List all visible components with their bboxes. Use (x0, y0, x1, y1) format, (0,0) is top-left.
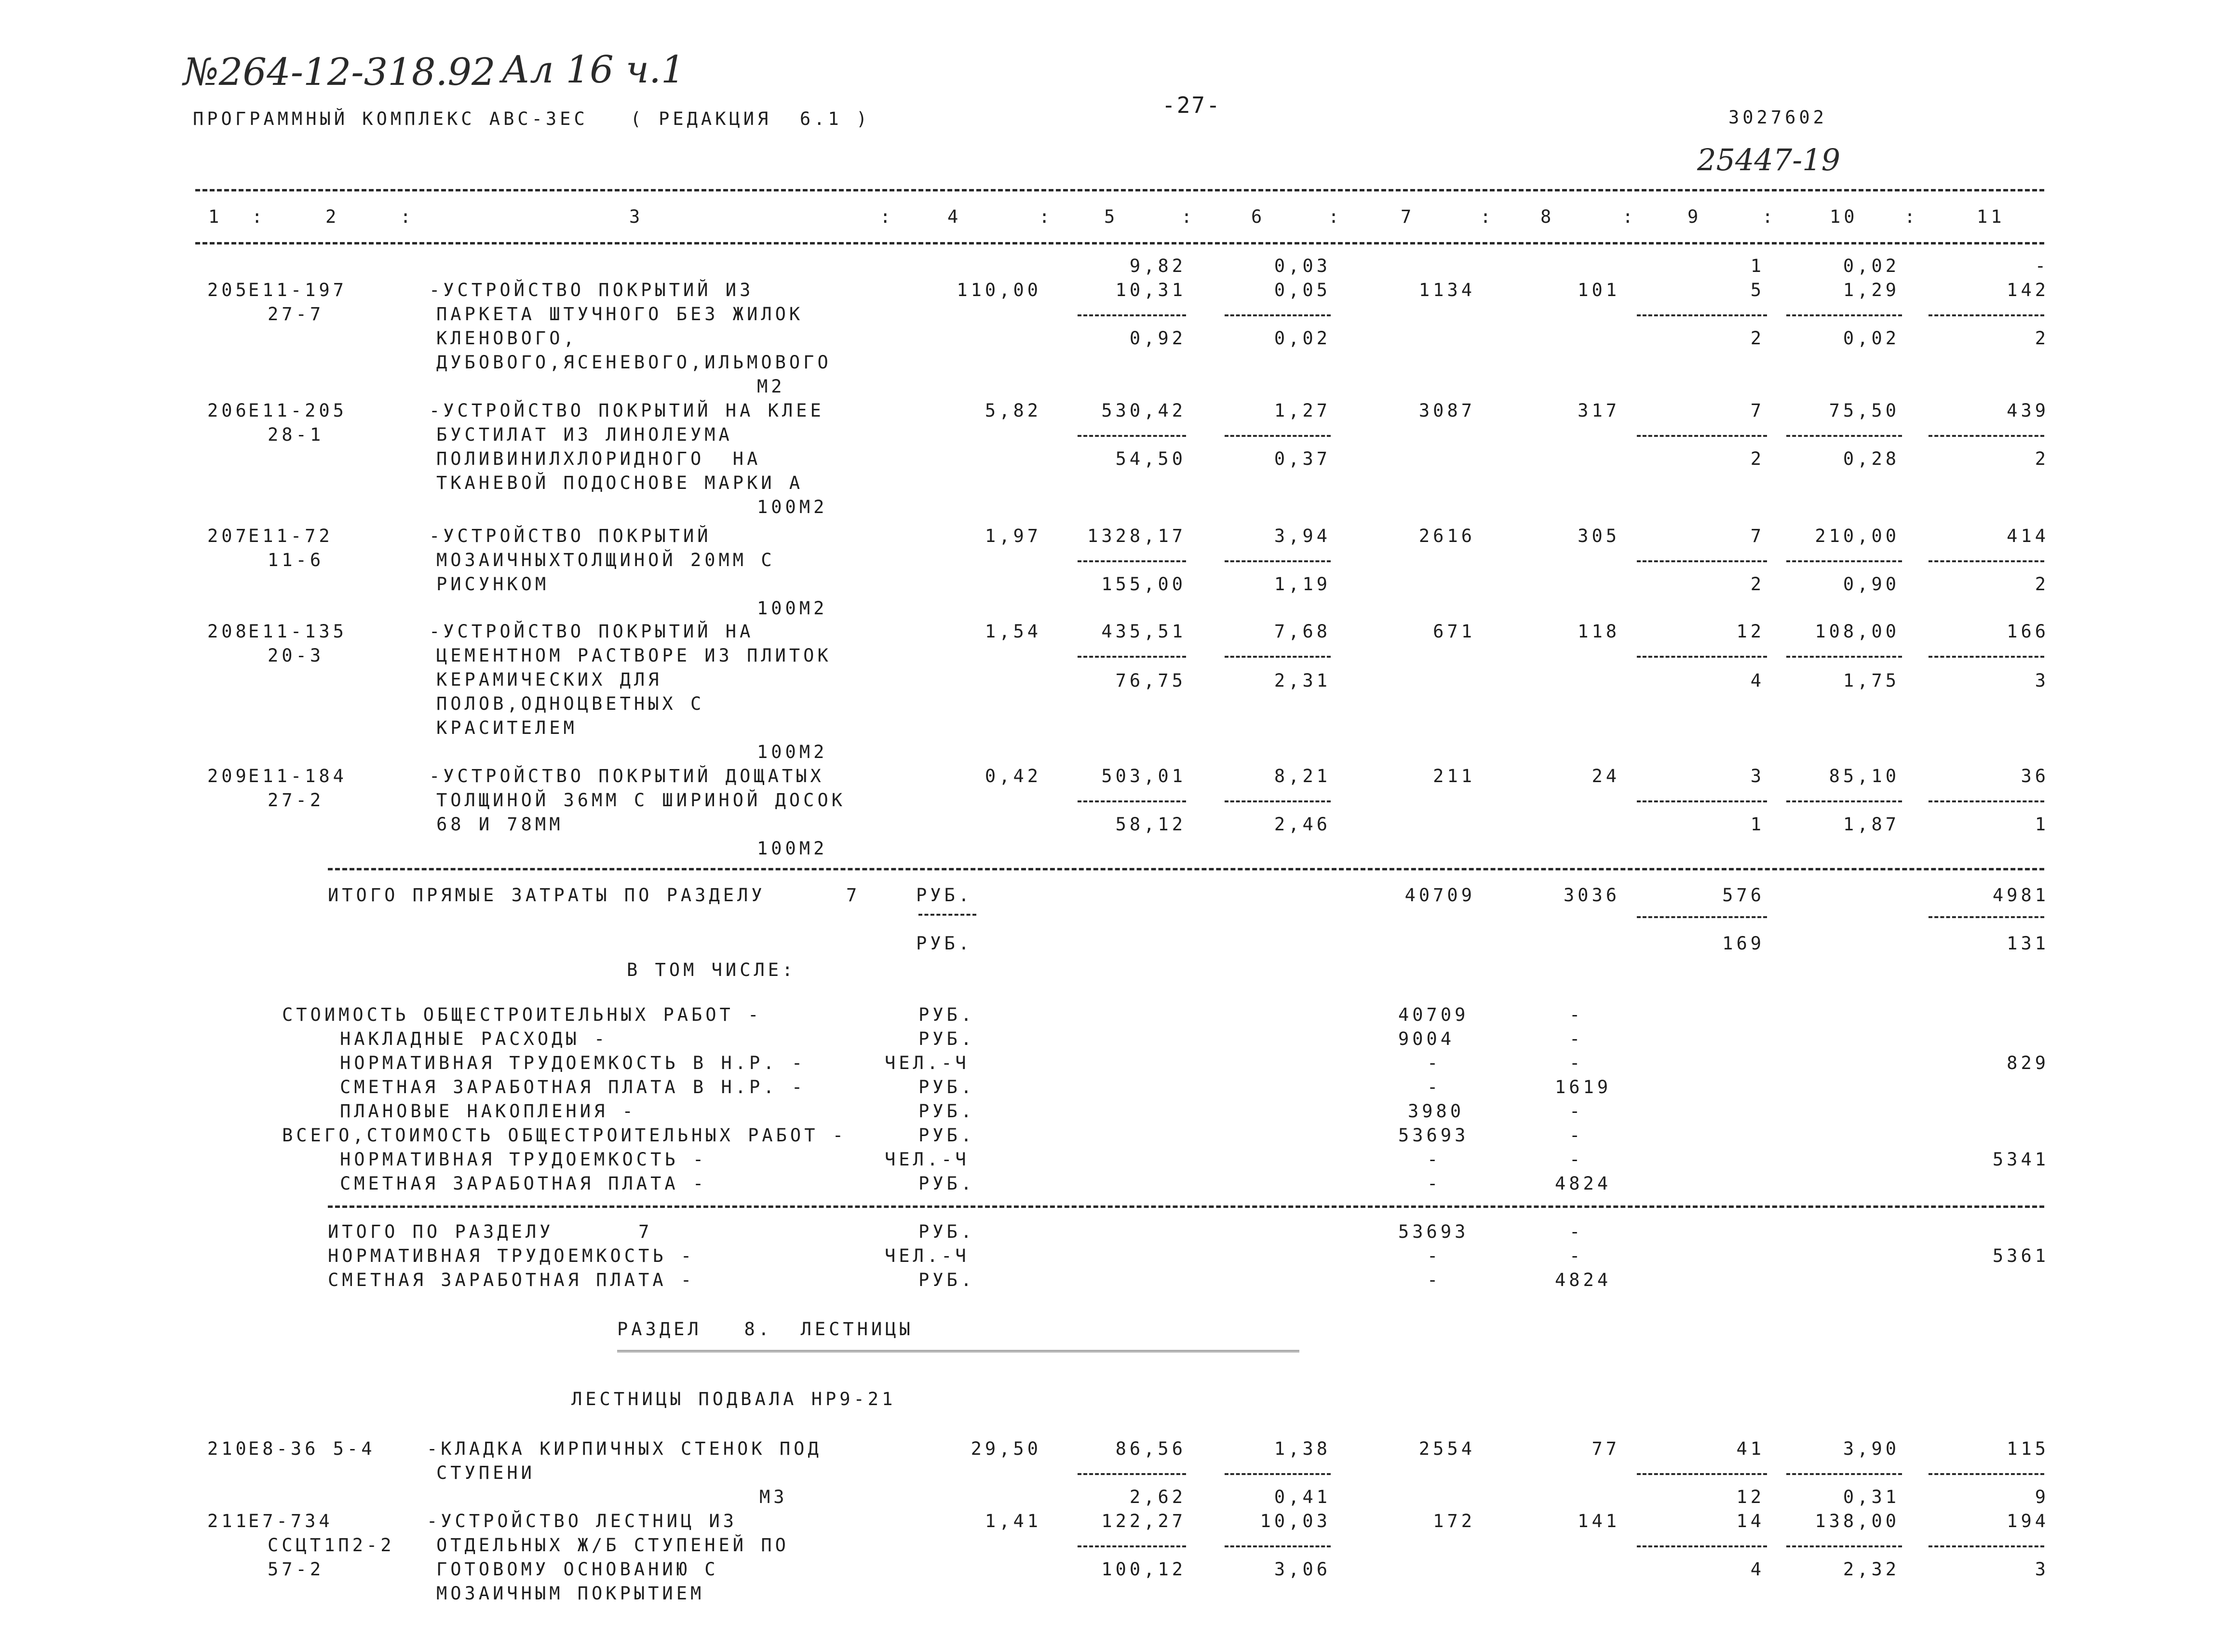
summary-c7: - (1427, 1149, 1442, 1170)
sub-rule (1225, 314, 1331, 316)
section-total-c7: 53693 (1398, 1221, 1469, 1242)
summary-c8: 4824 (1555, 1173, 1612, 1194)
row-name: -УСТРОЙСТВО ПОКРЫТИЙ НА (429, 621, 754, 642)
sub-rule (1637, 314, 1767, 316)
row-unit: М3 (759, 1487, 788, 1507)
cell-c11: 414 (2007, 526, 2049, 546)
col-header-4: 4 (947, 206, 962, 227)
cell-c9: 12 (1736, 621, 1765, 642)
row-name: МОЗАИЧНЫХТОЛЩИНОЙ 20ММ С (436, 550, 775, 570)
cell-c8: 305 (1578, 526, 1620, 546)
summary-c7: - (1427, 1053, 1442, 1073)
section-total-unit: РУБ. (918, 1270, 975, 1290)
cell-c6: 2,31 (1274, 670, 1331, 691)
cell-c5: 10,31 (1115, 280, 1186, 300)
section-total-label: ИТОГО ПО РАЗДЕЛУ 7 (328, 1221, 653, 1242)
row-name: -КЛАДКА КИРПИЧНЫХ СТЕНОК ПОД (427, 1438, 822, 1459)
row-number: 211 (207, 1511, 250, 1531)
cell-c5: 530,42 (1101, 400, 1186, 421)
section-total-c8: 4824 (1555, 1270, 1612, 1290)
cell-c11: 2 (2035, 328, 2049, 349)
section-total-label: НОРМАТИВНАЯ ТРУДОЕМКОСТЬ - (328, 1246, 695, 1266)
cell-c4: 1,41 (985, 1511, 1041, 1531)
sub-rule (1637, 656, 1767, 658)
cell-c6: 0,03 (1274, 256, 1331, 276)
cell-c11: 3 (2035, 670, 2049, 691)
sub-rule (1929, 800, 2044, 802)
cell-c9: 1 (1750, 814, 1765, 835)
summary-label: СМЕТНАЯ ЗАРАБОТНАЯ ПЛАТА В Н.Р. - (340, 1077, 806, 1097)
cell-c10: 0,02 (1843, 328, 1900, 349)
row-name: -УСТРОЙСТВО ПОКРЫТИЙ ИЗ (429, 280, 754, 300)
cell-c9: 3 (1750, 766, 1765, 786)
sub-rule (1078, 1473, 1186, 1475)
col-header-11: 11 (1977, 206, 2005, 227)
summary-c8: - (1569, 1004, 1584, 1025)
col-sep: : (1904, 206, 1919, 227)
cell-c5: 100,12 (1101, 1559, 1186, 1580)
cell-c10: 210,00 (1815, 526, 1900, 546)
sub-rule (1637, 560, 1767, 562)
cell-c5: 58,12 (1115, 814, 1186, 835)
row-name: ТОЛЩИНОЙ 36ММ С ШИРИНОЙ ДОСОК (436, 790, 846, 811)
row-code: 11-6 (268, 550, 324, 570)
section-total-c11: 5361 (1992, 1246, 2049, 1266)
col-sep: : (1480, 206, 1495, 227)
sub-rule (1637, 1545, 1767, 1547)
cell-c5: 503,01 (1101, 766, 1186, 786)
totals-c9: 576 (1722, 885, 1765, 906)
cell-c8: 24 (1592, 766, 1620, 786)
section-8-underline (617, 1350, 1299, 1352)
totals-section: 7 (846, 885, 861, 906)
cell-c4: 5,82 (985, 400, 1041, 421)
handwritten-sheet: Ал 16 ч.1 (501, 48, 685, 92)
program-title: ПРОГРАММНЫЙ КОМПЛЕКС АВС-3ЕС ( РЕДАКЦИЯ 6.1 ) (193, 108, 871, 129)
cell-c11: 36 (2021, 766, 2049, 786)
cell-c7: 172 (1433, 1511, 1475, 1531)
cell-c5: 122,27 (1101, 1511, 1186, 1531)
cell-c6: 0,05 (1274, 280, 1331, 300)
sub-rule (1786, 1473, 1902, 1475)
sub-rule (1078, 314, 1186, 316)
cell-c7: 211 (1433, 766, 1475, 786)
cell-c6: 2,46 (1274, 814, 1331, 835)
row-number: 207 (207, 526, 250, 546)
cell-c10: 1,75 (1843, 670, 1900, 691)
cell-c11: 2 (2035, 574, 2049, 595)
row-name: КРАСИТЕЛЕМ (436, 718, 578, 738)
row-name: ОТДЕЛЬНЫХ Ж/Б СТУПЕНЕЙ ПО (436, 1535, 789, 1556)
col-header-6: 6 (1251, 206, 1266, 227)
cell-c9: 2 (1750, 574, 1765, 595)
row-name: ДУБОВОГО,ЯСЕНЕВОГО,ИЛЬМОВОГО (436, 352, 832, 373)
rule-header-bottom (195, 242, 2044, 244)
summary-c11: 829 (2007, 1053, 2049, 1073)
totals-c11: 4981 (1992, 885, 2049, 906)
cell-c8: 101 (1578, 280, 1620, 300)
cell-c5: 1328,17 (1087, 526, 1186, 546)
cell-c9: 41 (1736, 1438, 1765, 1459)
col-header-7: 7 (1401, 206, 1415, 227)
cell-c11: 1 (2035, 814, 2049, 835)
row-code: Е7-734 (248, 1511, 333, 1531)
sub-rule (1078, 435, 1186, 437)
cell-c8: 141 (1578, 1511, 1620, 1531)
cell-c11: 142 (2007, 280, 2049, 300)
row-code: Е11-197 (248, 280, 347, 300)
row-unit: М2 (757, 376, 785, 397)
col-sep: : (1328, 206, 1343, 227)
cell-c11: 9 (2035, 1487, 2049, 1507)
row-code: Е11-135 (248, 621, 347, 642)
cell-c7: 2616 (1418, 526, 1475, 546)
row-number: 208 (207, 621, 250, 642)
cell-c6: 0,02 (1274, 328, 1331, 349)
col-header-10: 10 (1830, 206, 1858, 227)
row-name: ЦЕМЕНТНОМ РАСТВОРЕ ИЗ ПЛИТОК (436, 645, 832, 666)
section-total-c8: - (1569, 1246, 1584, 1266)
summary-c7: - (1427, 1173, 1442, 1194)
cell-c9: 5 (1750, 280, 1765, 300)
row-number: 210 (207, 1438, 250, 1459)
cell-c10: 0,31 (1843, 1487, 1900, 1507)
summary-label: ПЛАНОВЫЕ НАКОПЛЕНИЯ - (340, 1101, 636, 1122)
cell-c6: 1,19 (1274, 574, 1331, 595)
summary-c8: - (1569, 1029, 1584, 1049)
sub-rule (1225, 800, 1331, 802)
cell-c5: 9,82 (1129, 256, 1186, 276)
cell-c9: 7 (1750, 526, 1765, 546)
row-name: РИСУНКОМ (436, 574, 550, 595)
row-code: Е11-205 (248, 400, 347, 421)
rule-totals (328, 868, 2044, 870)
summary-c8: - (1569, 1053, 1584, 1073)
totals-c9: 169 (1722, 933, 1765, 954)
section-total-unit: РУБ. (918, 1221, 975, 1242)
col-header-9: 9 (1687, 206, 1702, 227)
summary-label: СМЕТНАЯ ЗАРАБОТНАЯ ПЛАТА - (340, 1173, 707, 1194)
cell-c10: 1,87 (1843, 814, 1900, 835)
cell-c8: 77 (1592, 1438, 1620, 1459)
summary-c7: 3980 (1408, 1101, 1465, 1122)
section-total-c7: - (1427, 1246, 1442, 1266)
cell-c6: 3,94 (1274, 526, 1331, 546)
row-name: ПОЛИВИНИЛХЛОРИДНОГО НА (436, 448, 761, 469)
sub-rule (1929, 314, 2044, 316)
cell-c9: 2 (1750, 448, 1765, 469)
cell-c10: 1,29 (1843, 280, 1900, 300)
row-name: ПОЛОВ,ОДНОЦВЕТНЫХ С (436, 693, 705, 714)
cell-c5: 435,51 (1101, 621, 1186, 642)
sub-rule (1225, 435, 1331, 437)
row-name: ГОТОВОМУ ОСНОВАНИЮ С (436, 1559, 719, 1580)
cell-c10: 0,02 (1843, 256, 1900, 276)
row-name: -УСТРОЙСТВО ПОКРЫТИЙ (429, 526, 712, 546)
cell-c6: 7,68 (1274, 621, 1331, 642)
col-sep: : (252, 206, 266, 227)
row-name: СТУПЕНИ (436, 1462, 535, 1483)
cell-c9: 1 (1750, 256, 1765, 276)
cell-c10: 2,32 (1843, 1559, 1900, 1580)
row-code: 27-7 (268, 304, 324, 325)
sub-rule (1929, 435, 2044, 437)
row-code: 28-1 (268, 424, 324, 445)
cell-c10: 75,50 (1829, 400, 1900, 421)
sub-rule (1929, 1473, 2044, 1475)
col-sep: : (1181, 206, 1196, 227)
sub-rule (1637, 916, 1767, 918)
handwritten-number: 25447-19 (1697, 142, 1841, 177)
col-sep: : (880, 206, 894, 227)
cell-c4: 0,42 (985, 766, 1041, 786)
row-name: КЕРАМИЧЕСКИХ ДЛЯ (436, 669, 662, 690)
cell-c11: - (2035, 256, 2049, 276)
row-name: -УСТРОЙСТВО ЛЕСТНИЦ ИЗ (427, 1511, 738, 1531)
cell-c6: 1,27 (1274, 400, 1331, 421)
rule-section-total (328, 1205, 2044, 1208)
col-header-2: 2 (325, 206, 340, 227)
summary-c8: 1619 (1555, 1077, 1612, 1097)
cell-c4: 110,00 (957, 280, 1041, 300)
row-unit: 100М2 (757, 838, 828, 859)
handwritten-ref: №264-12-318.92 (183, 51, 496, 94)
row-name: КЛЕНОВОГО, (436, 328, 578, 349)
section-total-c7: - (1427, 1270, 1442, 1290)
sub-rule (1786, 435, 1902, 437)
cell-c6: 1,38 (1274, 1438, 1331, 1459)
totals-c8: 3036 (1563, 885, 1620, 906)
cell-c10: 0,90 (1843, 574, 1900, 595)
summary-unit: РУБ. (918, 1004, 975, 1025)
summary-c7: 9004 (1398, 1029, 1455, 1049)
cell-c5: 86,56 (1115, 1438, 1186, 1459)
cell-c11: 166 (2007, 621, 2049, 642)
summary-label: НОРМАТИВНАЯ ТРУДОЕМКОСТЬ В Н.Р. - (340, 1053, 806, 1073)
row-name: -УСТРОЙСТВО ПОКРЫТИЙ НА КЛЕЕ (429, 400, 824, 421)
col-sep: : (400, 206, 415, 227)
cell-c4: 29,50 (971, 1438, 1041, 1459)
cell-c11: 439 (2007, 400, 2049, 421)
row-name: 68 И 78ММ (436, 814, 564, 835)
sub-rule (1786, 800, 1902, 802)
summary-unit: ЧЕЛ.-Ч (885, 1053, 970, 1073)
cell-c11: 194 (2007, 1511, 2049, 1531)
sub-rule (918, 914, 976, 916)
cell-c10: 85,10 (1829, 766, 1900, 786)
sub-rule (1225, 1545, 1331, 1547)
summary-c8: - (1569, 1125, 1584, 1146)
sub-rule (1637, 800, 1767, 802)
sub-rule (1637, 1473, 1767, 1475)
cell-c8: 118 (1578, 621, 1620, 642)
cell-c5: 0,92 (1129, 328, 1186, 349)
row-code: ССЦТ1П2-2 (268, 1535, 395, 1556)
section-total-label: СМЕТНАЯ ЗАРАБОТНАЯ ПЛАТА - (328, 1270, 695, 1290)
cell-c7: 2554 (1418, 1438, 1475, 1459)
row-name: -УСТРОЙСТВО ПОКРЫТИЙ ДОЩАТЫХ (429, 766, 824, 786)
col-header-8: 8 (1540, 206, 1555, 227)
cell-c10: 108,00 (1815, 621, 1900, 642)
cell-c11: 3 (2035, 1559, 2049, 1580)
row-code: Е11-72 (248, 526, 333, 546)
sub-rule (1786, 656, 1902, 658)
sub-rule (1786, 1545, 1902, 1547)
sub-rule (1225, 560, 1331, 562)
sub-rule (1929, 560, 2044, 562)
section-8-subtitle: ЛЕСТНИЦЫ ПОДВАЛА НР9-21 (571, 1389, 896, 1409)
summary-label: НОРМАТИВНАЯ ТРУДОЕМКОСТЬ - (340, 1149, 707, 1170)
cell-c10: 0,28 (1843, 448, 1900, 469)
cell-c5: 54,50 (1115, 448, 1186, 469)
row-code: 20-3 (268, 645, 324, 666)
sub-rule (1078, 800, 1186, 802)
cell-c5: 76,75 (1115, 670, 1186, 691)
including-label: В ТОМ ЧИСЛЕ: (627, 960, 796, 980)
row-number: 205 (207, 280, 250, 300)
cell-c5: 155,00 (1101, 574, 1186, 595)
summary-label: НАКЛАДНЫЕ РАСХОДЫ - (340, 1029, 608, 1049)
totals-c11: 131 (2007, 933, 2049, 954)
sub-rule (1786, 314, 1902, 316)
summary-unit: РУБ. (918, 1029, 975, 1049)
cell-c8: 317 (1578, 400, 1620, 421)
sub-rule (1078, 1545, 1186, 1547)
row-unit: 100М2 (757, 742, 828, 762)
cell-c11: 2 (2035, 448, 2049, 469)
document-code: 3027602 (1728, 107, 1827, 128)
cell-c10: 138,00 (1815, 1511, 1900, 1531)
cell-c4: 1,97 (985, 526, 1041, 546)
row-code: Е8-36 5-4 (248, 1438, 376, 1459)
col-sep: : (1762, 206, 1777, 227)
summary-c8: - (1569, 1101, 1584, 1122)
summary-label: СТОИМОСТЬ ОБЩЕСТРОИТЕЛЬНЫХ РАБОТ - (282, 1004, 762, 1025)
cell-c6: 0,41 (1274, 1487, 1331, 1507)
cell-c6: 3,06 (1274, 1559, 1331, 1580)
section-8-title: РАЗДЕЛ 8. ЛЕСТНИЦЫ (617, 1319, 914, 1340)
summary-c7: 53693 (1398, 1125, 1469, 1146)
page-number: -27- (1162, 92, 1221, 118)
summary-unit: РУБ. (918, 1173, 975, 1194)
summary-c8: - (1569, 1149, 1584, 1170)
sub-rule (1786, 560, 1902, 562)
cell-c9: 2 (1750, 328, 1765, 349)
summary-unit: РУБ. (918, 1125, 975, 1146)
cell-c9: 4 (1750, 670, 1765, 691)
cell-c7: 671 (1433, 621, 1475, 642)
row-code: 27-2 (268, 790, 324, 811)
summary-c7: 40709 (1398, 1004, 1469, 1025)
row-name: БУСТИЛАТ ИЗ ЛИНОЛЕУМА (436, 424, 733, 445)
cell-c6: 8,21 (1274, 766, 1331, 786)
sub-rule (1078, 560, 1186, 562)
summary-c11: 5341 (1992, 1149, 2049, 1170)
summary-unit: РУБ. (918, 1077, 975, 1097)
summary-unit: ЧЕЛ.-Ч (885, 1149, 970, 1170)
sub-rule (1225, 1473, 1331, 1475)
row-unit: 100М2 (757, 598, 828, 619)
cell-c7: 1134 (1418, 280, 1475, 300)
cell-c9: 4 (1750, 1559, 1765, 1580)
sub-rule (1929, 1545, 2044, 1547)
section-total-c8: - (1569, 1221, 1584, 1242)
cell-c10: 3,90 (1843, 1438, 1900, 1459)
summary-label: ВСЕГО,СТОИМОСТЬ ОБЩЕСТРОИТЕЛЬНЫХ РАБОТ - (282, 1125, 847, 1146)
col-header-1: 1 (208, 206, 223, 227)
cell-c5: 2,62 (1129, 1487, 1186, 1507)
cell-c7: 3087 (1418, 400, 1475, 421)
sub-rule (1637, 435, 1767, 437)
cell-c11: 115 (2007, 1438, 2049, 1459)
row-name: МОЗАИЧНЫМ ПОКРЫТИЕМ (436, 1583, 705, 1604)
row-unit: 100М2 (757, 497, 828, 517)
cell-c6: 0,37 (1274, 448, 1331, 469)
row-number: 206 (207, 400, 250, 421)
totals-unit: РУБ. (916, 885, 973, 906)
sub-rule (1929, 916, 2044, 918)
section-total-unit: ЧЕЛ.-Ч (885, 1246, 970, 1266)
cell-c6: 10,03 (1260, 1511, 1331, 1531)
totals-c7: 40709 (1404, 885, 1475, 906)
summary-c7: - (1427, 1077, 1442, 1097)
cell-c4: 1,54 (985, 621, 1041, 642)
col-sep: : (1622, 206, 1637, 227)
cell-c9: 14 (1736, 1511, 1765, 1531)
row-number: 209 (207, 766, 250, 786)
col-header-5: 5 (1104, 206, 1119, 227)
row-code: 57-2 (268, 1559, 324, 1580)
row-name: ТКАНЕВОЙ ПОДОСНОВЕ МАРКИ А (436, 473, 804, 493)
col-sep: : (1039, 206, 1053, 227)
totals-unit: РУБ. (916, 933, 973, 954)
summary-unit: РУБ. (918, 1101, 975, 1122)
totals-label: ИТОГО ПРЯМЫЕ ЗАТРАТЫ ПО РАЗДЕЛУ (328, 885, 766, 906)
sub-rule (1225, 656, 1331, 658)
sub-rule (1078, 656, 1186, 658)
cell-c9: 12 (1736, 1487, 1765, 1507)
row-name: ПАРКЕТА ШТУЧНОГО БЕЗ ЖИЛОК (436, 304, 804, 325)
rule-top (195, 189, 2044, 191)
row-code: Е11-184 (248, 766, 347, 786)
col-header-3: 3 (629, 206, 644, 227)
cell-c9: 7 (1750, 400, 1765, 421)
sub-rule (1929, 656, 2044, 658)
